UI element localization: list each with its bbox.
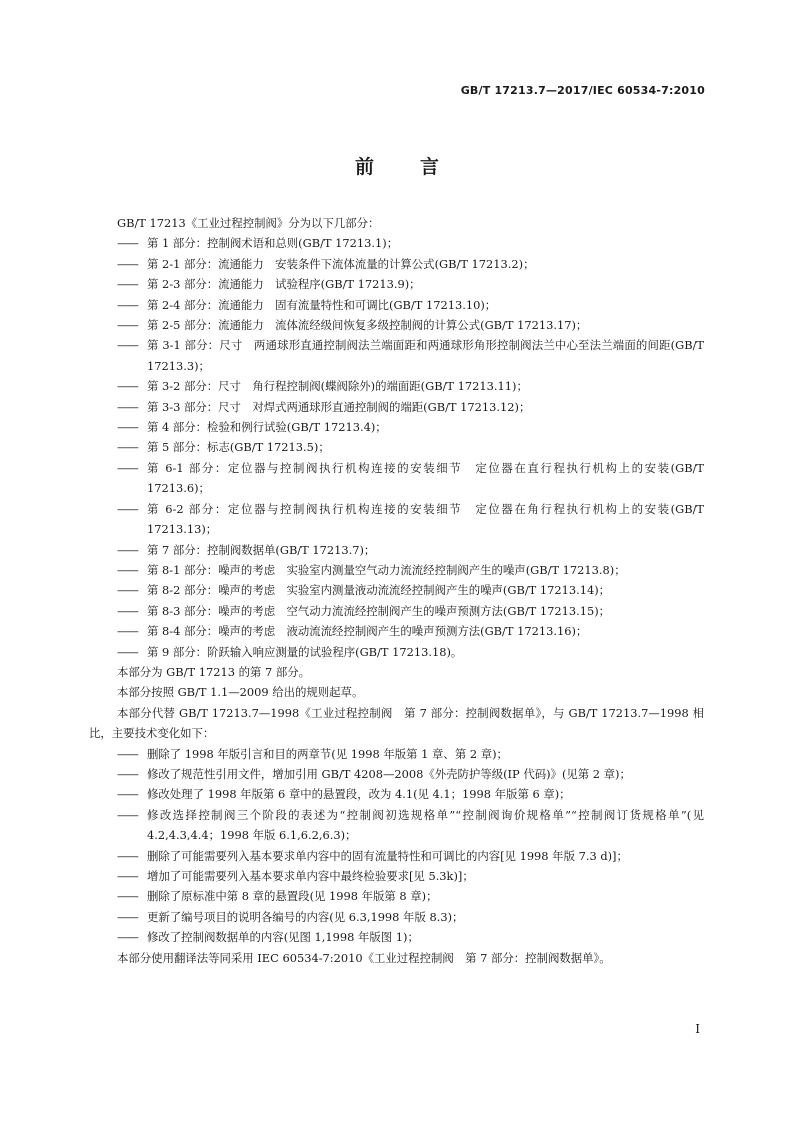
part-list-item-text: 第 3-1 部分：尺寸 两通球形直通控制阀法兰端面距和两通球形角形控制阀法兰中心至法兰端面的间距(GB/T 17213.3)； [147, 338, 704, 373]
part-list-item-text: 第 9 部分：阶跃输入响应测量的试验程序(GB/T 17213.18)。 [147, 644, 463, 659]
part-list-item [89, 560, 704, 580]
part-list-item-text: 第 2-4 部分：流通能力 固有流量特性和可调比(GB/T 17213.10)； [147, 297, 497, 312]
part-list-item-text: 第 5 部分：标志(GB/T 17213.5)； [147, 440, 330, 455]
part-list-item [89, 233, 704, 253]
part-list-item-text: 第 4 部分：检验和例行试验(GB/T 17213.4)； [147, 420, 387, 435]
part7-paragraph: 本部分为 GB/T 17213 的第 7 部分。 [117, 664, 311, 679]
change-list-item-text: 修改了控制阀数据单的内容(见图 1,1998 年版图 1)； [147, 930, 419, 945]
em-dash-marker: —— [117, 236, 138, 251]
part-list-item-text: 第 3-2 部分：尺寸 角行程控制阀(蝶阀除外)的端面距(GB/T 17213.11)； [147, 379, 528, 394]
change-list-item-text: 删除了 1998 年版引言和目的两章节(见 1998 年版第 1 章、第 2 章)； [147, 746, 508, 761]
change-list-item [89, 927, 704, 947]
em-dash-marker: —— [117, 807, 138, 822]
change-list-item [89, 907, 704, 927]
change-list-item [89, 764, 704, 784]
part-list-item [89, 601, 704, 621]
part-list-item [89, 274, 704, 294]
part-list-item-text: 第 7 部分：控制阀数据单(GB/T 17213.7)； [147, 542, 376, 557]
part-list-item [89, 580, 704, 600]
em-dash-marker: —— [117, 562, 138, 577]
em-dash-marker: —— [117, 624, 138, 639]
change-list-item [89, 784, 704, 804]
replacement-paragraph: 本部分代替 GB/T 17213.7—1998《工业过程控制阀 第 7 部分：控制阀数据单》，与 GB/T 17213.7—1998 相比，主要技术变化如下： [89, 705, 704, 741]
em-dash-marker: —— [117, 848, 138, 863]
part-list-item-text: 第 8-3 部分：噪声的考虑 空气动力流流经控制阀产生的噪声预测方法(GB/T 17213.15)； [147, 603, 611, 618]
em-dash-marker: —— [117, 766, 138, 781]
changes-list [89, 744, 704, 948]
part-list-item-text: 第 8-4 部分：噪声的考虑 液动流流经控制阀产生的噪声预测方法(GB/T 17213.16)； [147, 624, 588, 639]
em-dash-marker: —— [117, 318, 138, 333]
change-list-item [89, 866, 704, 886]
em-dash-marker: —— [117, 889, 138, 904]
em-dash-marker: —— [117, 277, 138, 292]
part-list-item-text: 第 1 部分：控制阀术语和总则(GB/T 17213.1)； [147, 236, 399, 251]
part-list-item [89, 417, 704, 437]
change-list-item-text: 删除了可能需要列入基本要求单内容中的固有流量特性和可调比的内容[见 1998 年版 7.3 d)]； [147, 848, 628, 863]
part-list-item-text: 第 2-5 部分：流通能力 流体流经级间恢复多级控制阀的计算公式(GB/T 17213.17)； [147, 318, 588, 333]
page-title: 前言 [354, 156, 485, 178]
part-list-item-text: 第 3-3 部分：尺寸 对焊式两通球形直通控制阀的端距(GB/T 17213.12)； [147, 399, 531, 414]
em-dash-marker: —— [117, 583, 138, 598]
change-list-item-text: 增加了可能需要列入基本要求单内容中最终检验要求[见 5.3k)]； [147, 869, 474, 883]
part-list-item [89, 540, 704, 560]
em-dash-marker: —— [117, 603, 138, 618]
em-dash-marker: —— [117, 644, 138, 659]
em-dash-marker: —— [117, 787, 138, 802]
part-list-item [89, 315, 704, 335]
em-dash-marker: —— [117, 420, 138, 435]
em-dash-marker: —— [117, 909, 138, 924]
part-list-item [89, 254, 704, 274]
change-list-item-text: 删除了原标准中第 8 章的悬置段(见 1998 年版第 8 章)； [147, 889, 438, 904]
part-list-item [89, 376, 704, 396]
part-list-item-text: 第 8-2 部分：噪声的考虑 实验室内测量液动流流经控制阀产生的噪声(GB/T 17213.14)； [147, 583, 611, 598]
em-dash-marker: —— [117, 869, 138, 883]
change-list-item-text: 更新了编号项目的说明各编号的内容(见 6.3,1998 年版 8.3)； [147, 909, 464, 924]
part-list-item-text: 第 2-1 部分：流通能力 安装条件下流体流量的计算公式(GB/T 17213.2)； [147, 256, 535, 271]
part-list-item-text: 第 2-3 部分：流通能力 试验程序(GB/T 17213.9)； [147, 277, 421, 292]
change-list-item-text: 修改处理了 1998 年版第 6 章中的悬置段，改为 4.1(见 4.1；1998 年版第 6 章)； [147, 787, 571, 802]
part-list-item [89, 295, 704, 315]
em-dash-marker: —— [117, 746, 138, 761]
em-dash-marker: —— [117, 338, 138, 353]
iec-adoption-paragraph: 本部分使用翻译法等同采用 IEC 60534-7:2010《工业过程控制阀 第 7 部分：控制阀数据单》。 [117, 950, 611, 965]
em-dash-marker: —— [117, 542, 138, 557]
change-list-item [89, 886, 704, 906]
part-list-item [89, 499, 704, 540]
part-list-item [89, 397, 704, 417]
part-list-item [89, 621, 704, 641]
part-list-item-text: 第 8-1 部分：噪声的考虑 实验室内测量空气动力流流经控制阀产生的噪声(GB/T 17213.8)； [147, 562, 626, 577]
em-dash-marker: —— [117, 460, 138, 475]
change-list-item [89, 744, 704, 764]
intro-paragraph: GB/T 17213《工业过程控制阀》分为以下几部分： [117, 216, 380, 230]
part-list-item [89, 437, 704, 457]
em-dash-marker: —— [117, 930, 138, 945]
change-list-item-text: 修改了规范性引用文件，增加引用 GB/T 4208—2008《外壳防护等级(IP 代码)》(见第 2 章)； [147, 766, 631, 781]
em-dash-marker: —— [117, 256, 138, 271]
part-list-item-text: 第 6-1 部分：定位器与控制阀执行机构连接的安装细节 定位器在直行程执行机构上的安装(GB/T 17213.6)； [147, 460, 704, 496]
change-list-item [89, 805, 704, 846]
part-list-item [89, 335, 704, 376]
page-number: I [695, 1022, 700, 1036]
parts-list [89, 233, 704, 662]
drafting-rules-paragraph: 本部分按照 GB/T 1.1—2009 给出的规则起草。 [117, 685, 364, 700]
part-list-item-text: 第 6-2 部分：定位器与控制阀执行机构连接的安装细节 定位器在角行程执行机构上的安装(GB/T 17213.13)； [147, 501, 704, 537]
part-list-item [89, 458, 704, 499]
foreword-body [89, 213, 704, 968]
change-list-item [89, 846, 704, 866]
em-dash-marker: —— [117, 297, 138, 312]
em-dash-marker: —— [117, 379, 138, 394]
change-list-item-text: 修改选择控制阀三个阶段的表述为“控制阀初选规格单”“控制阀询价规格单”“控制阀订货规格单”(见 4.2,4.3,4.4；1998 年版 6.1,6.2,6.3)； [147, 807, 704, 843]
em-dash-marker: —— [117, 440, 138, 455]
standard-code-header: GB/T 17213.7—2017/IEC 60534-7:2010 [460, 84, 705, 97]
part-list-item [89, 642, 704, 662]
em-dash-marker: —— [117, 501, 138, 516]
em-dash-marker: —— [117, 399, 138, 414]
